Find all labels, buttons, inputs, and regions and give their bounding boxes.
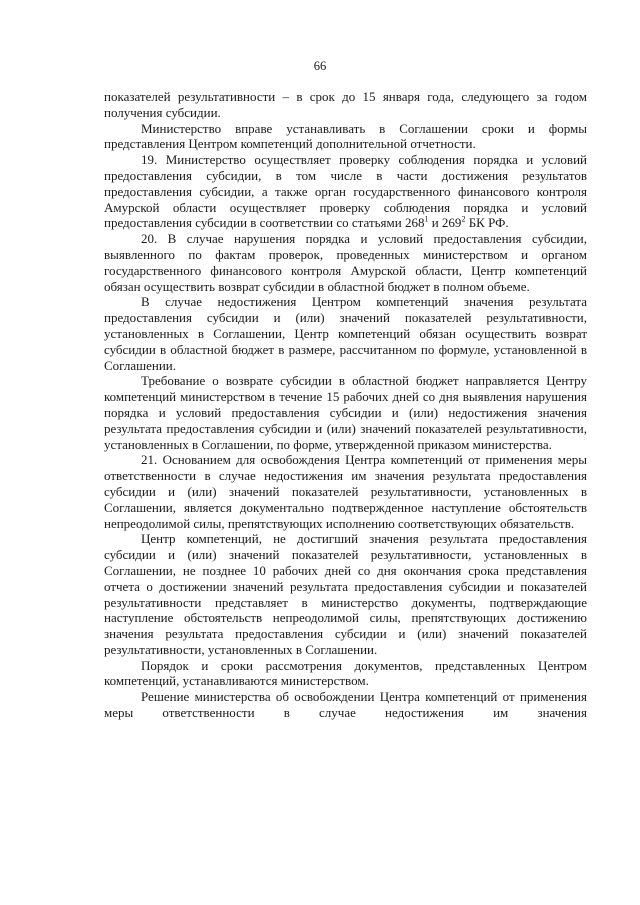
document-body <box>104 89 587 721</box>
paragraph-continuation: показателей результативности – в срок до 15 января года, следующего за годом получения субсидии. <box>104 89 587 120</box>
paragraph-force-majeure-documents: Центр компетенций, не достигший значения результата предоставления субсидии и (или) значений показателей результативности, установленных в Соглашении, не позднее 10 рабочих дней со дня окончания срока представления отчета о достижении значений результата предоставления субсидии и показателей результативности представляет в министерство документы, подтверждающие наступление обстоятельств непреодолимой силы, препятствующих достижению значения результата предоставления субсидии и (или) значений показателей результативности, установленных в Соглашении. <box>104 531 587 657</box>
paragraph-21-exemption-basis: 21. Основанием для освобождения Центра компетенций от применения меры ответственности в случае недостижения им значения результата предоставления субсидии и (или) значений показателей результативности, установленных в Соглашении, является документально подтвержденное наступление обстоятельств непреодолимой силы, препятствующих исполнению соответствующих обязательств. <box>104 452 587 531</box>
paragraph-underachievement-refund: В случае недостижения Центром компетенций значения результата предоставления субсидии и (или) значений показателей результативности, установленных в Соглашении, Центр компетенций обязан осуществить возврат субсидии в областной бюджет в размере, рассчитанном по формуле, установленной в Соглашении. <box>104 294 587 373</box>
article-268-superscript: 1 <box>424 215 429 225</box>
paragraph-19-audit <box>104 152 587 231</box>
paragraph-19-text: 19. Министерство осуществляет проверку соблюдения порядка и условий предоставления субсидии, в том числе в части достижения результатов предоставления субсидии, а также орган государственного финансового контроля Амурской области осуществляет проверку соблюдения порядка и условий предоставления субсидии в соответствии со статьями 268 <box>104 152 587 231</box>
paragraph-reporting-terms: Министерство вправе устанавливать в Соглашении сроки и формы представления Центром компетенций дополнительной отчетности. <box>104 120 587 152</box>
page-number: 66 <box>313 59 327 73</box>
paragraph-19-tail: БК РФ. <box>465 215 509 231</box>
paragraph-ministry-decision: Решение министерства об освобождении Центра компетенций от применения меры ответственности в случае недостижения им значения <box>104 689 587 721</box>
article-269-superscript: 2 <box>461 215 466 225</box>
paragraph-20-violation-refund: 20. В случае нарушения порядка и условий предоставления субсидии, выявленного по фактам проверок, проведенных министерством и органом государственного финансового контроля Амурской области, Центр компетенций обязан осуществить возврат субсидии в областной бюджет в полном объеме. <box>104 231 587 294</box>
paragraph-review-procedure: Порядок и сроки рассмотрения документов, представленных Центром компетенций, устанавливаются министерством. <box>104 657 587 689</box>
paragraph-refund-demand: Требование о возврате субсидии в областной бюджет направляется Центру компетенций министерством в течение 15 рабочих дней со дня выявления нарушения порядка и условий предоставления субсидии и (или) недостижения значения результата предоставления субсидии и (или) значений показателей результативности, установленных в Соглашении, по форме, утвержденной приказом министерства. <box>104 373 587 452</box>
paragraph-19-mid: и 269 <box>428 215 462 231</box>
